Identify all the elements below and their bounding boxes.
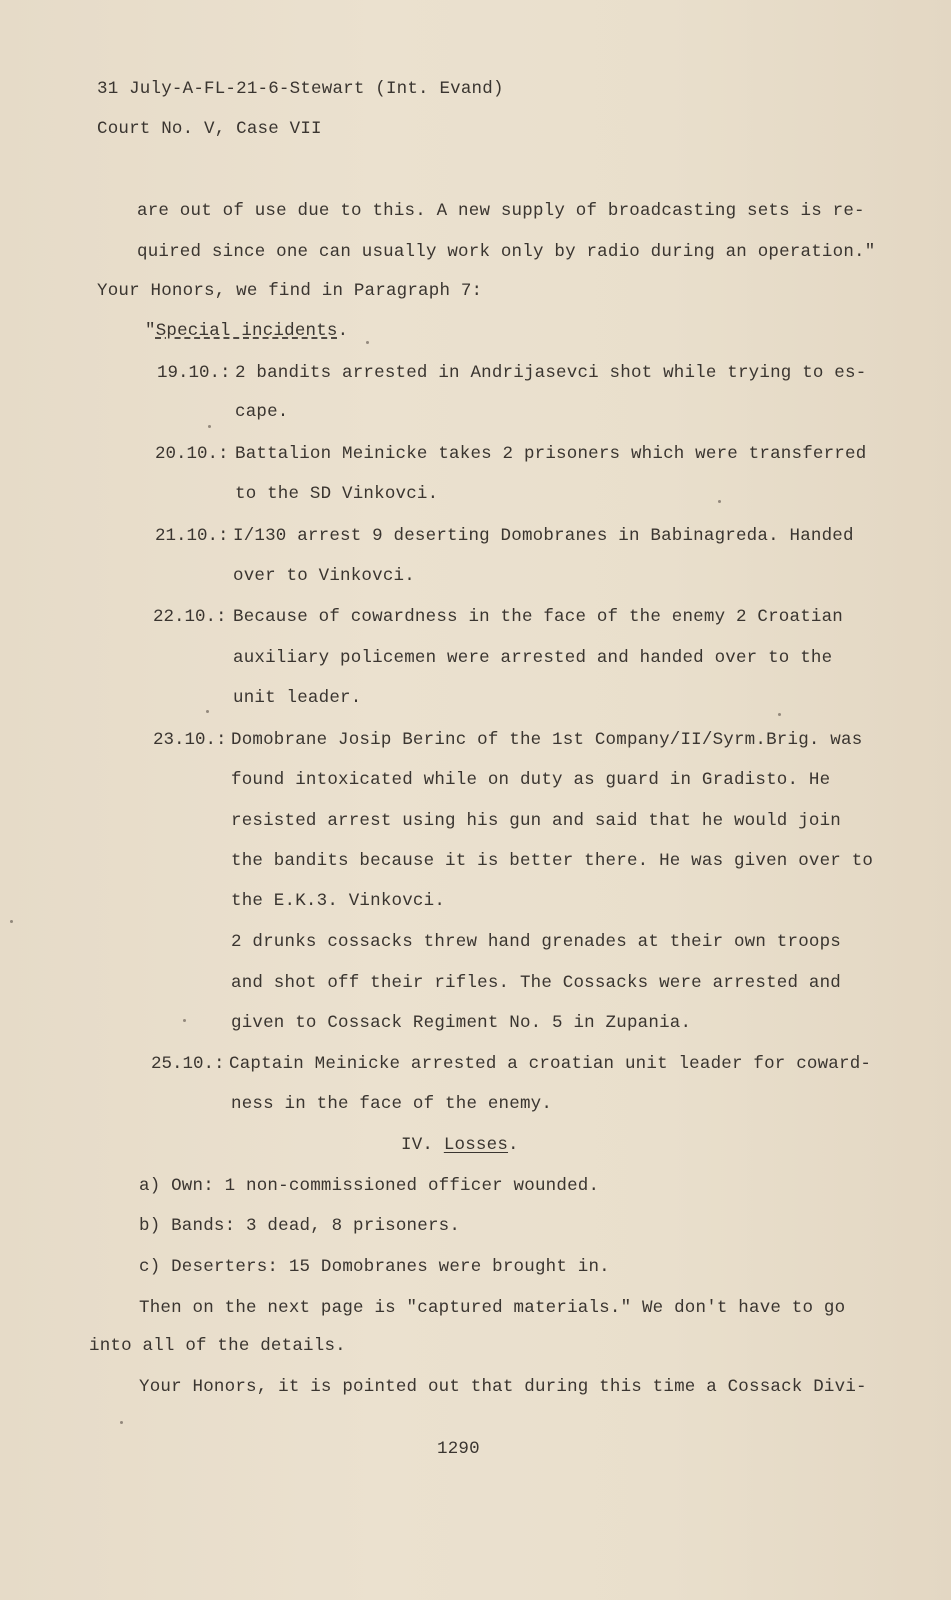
body-line: Your Honors, we find in Paragraph 7: — [97, 281, 483, 301]
incident-text: 2 drunks cossacks threw hand grenades at their own troops — [231, 932, 841, 952]
paper-speck — [183, 1019, 186, 1022]
body-line: Then on the next page is "captured materials." We don't have to go — [139, 1298, 846, 1318]
paper-speck — [206, 710, 209, 713]
incident-text: I/130 arrest 9 deserting Domobranes in Babinagreda. Handed — [233, 526, 854, 546]
incident-text: to the SD Vinkovci. — [235, 484, 439, 504]
paper-speck — [366, 341, 369, 344]
incident-text: cape. — [235, 402, 289, 422]
body-line: are out of use due to this. A new supply of broadcasting sets is re- — [137, 201, 865, 221]
incident-text: 2 bandits arrested in Andrijasevci shot while trying to es- — [235, 363, 867, 383]
loss-item: a) Own: 1 non-commissioned officer wounded. — [139, 1176, 600, 1196]
incident-text: given to Cossack Regiment No. 5 in Zupania. — [231, 1013, 692, 1033]
incident-date: 20.10.: — [155, 444, 229, 464]
incident-date: 21.10.: — [155, 526, 229, 546]
section-title: "Special incidents. — [145, 321, 349, 341]
body-line: into all of the details. — [89, 1336, 346, 1356]
loss-item: c) Deserters: 15 Domobranes were brought in. — [139, 1257, 610, 1277]
incident-text: the bandits because it is better there. He was given over to — [231, 851, 874, 871]
incident-text: Captain Meinicke arrested a croatian unit leader for coward- — [229, 1054, 872, 1074]
incident-text: unit leader. — [233, 688, 362, 708]
incident-text: Domobrane Josip Berinc of the 1st Company/II/Syrm.Brig. was — [231, 730, 863, 750]
incident-text: over to Vinkovci. — [233, 566, 415, 586]
incident-text: Because of cowardness in the face of the enemy 2 Croatian — [233, 607, 843, 627]
incident-text: auxiliary policemen were arrested and handed over to the — [233, 648, 833, 668]
incident-text: resisted arrest using his gun and said that he would join — [231, 811, 841, 831]
paper-speck — [120, 1421, 123, 1424]
incident-date: 25.10.: — [151, 1054, 225, 1074]
body-line: Your Honors, it is pointed out that during this time a Cossack Divi- — [139, 1377, 867, 1397]
court-case-line: Court No. V, Case VII — [97, 119, 322, 139]
incident-date: 22.10.: — [153, 607, 227, 627]
paper-speck — [718, 500, 721, 503]
paper-speck — [778, 713, 781, 716]
incident-text: found intoxicated while on duty as guard in Gradisto. He — [231, 770, 831, 790]
paper-speck — [208, 425, 211, 428]
incident-date: 19.10.: — [157, 363, 231, 383]
incident-text: ness in the face of the enemy. — [231, 1094, 553, 1114]
paper-speck — [10, 920, 13, 923]
losses-title: IV. Losses. — [401, 1135, 519, 1155]
document-reference: 31 July-A-FL-21-6-Stewart (Int. Evand) — [97, 79, 504, 99]
incident-text: and shot off their rifles. The Cossacks were arrested and — [231, 973, 841, 993]
body-line: quired since one can usually work only by radio during an operation." — [137, 242, 876, 262]
incident-text: the E.K.3. Vinkovci. — [231, 891, 446, 911]
incident-date: 23.10.: — [153, 730, 227, 750]
page-number: 1290 — [437, 1439, 480, 1459]
incident-text: Battalion Meinicke takes 2 prisoners which were transferred — [235, 444, 867, 464]
loss-item: b) Bands: 3 dead, 8 prisoners. — [139, 1216, 461, 1236]
